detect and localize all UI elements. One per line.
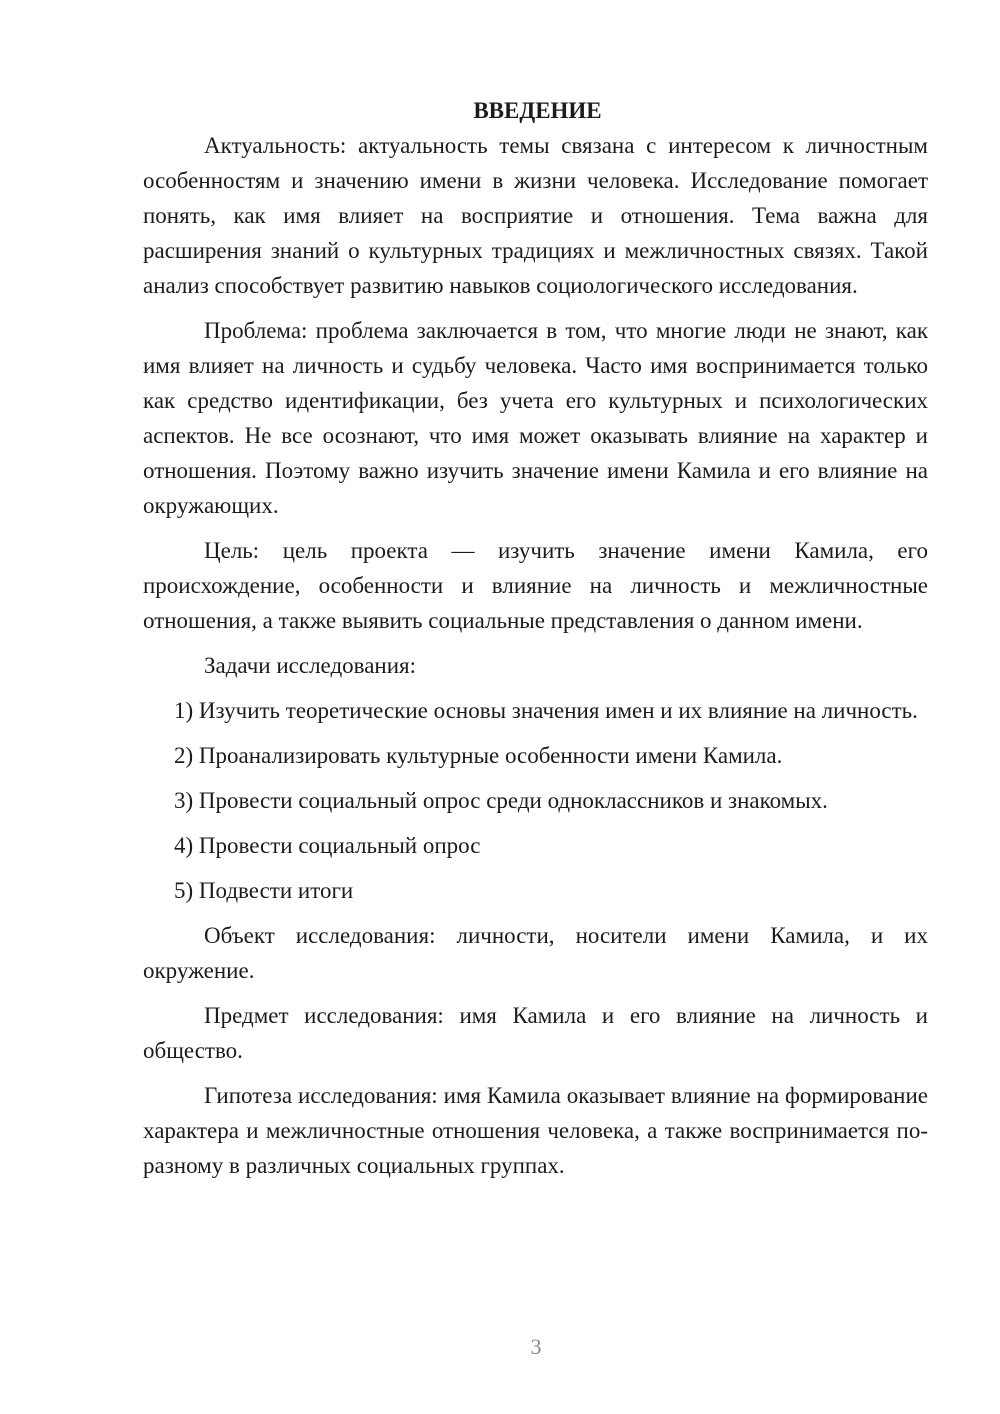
- tasks-heading: Задачи исследования:: [204, 653, 417, 678]
- list-item: 1) Изучить теоретические основы значения имен и их влияние на личность.: [174, 698, 918, 723]
- list-item: 2) Проанализировать культурные особенности имени Камила.: [174, 743, 783, 768]
- page-content: [143, 93, 928, 1183]
- list-item: 5) Подвести итоги: [174, 878, 354, 903]
- paragraph-object: Объект исследования: личности, носители имени Камила, и их окружение.: [143, 923, 928, 983]
- list-item: 4) Провести социальный опрос: [174, 833, 481, 858]
- paragraph-goal: Цель: цель проекта — изучить значение имени Камила, его происхождение, особенности и влияние на личность и межличностные отношения, а также выявить социальные представления о данном имени.: [143, 538, 928, 633]
- paragraph-subject: Предмет исследования: имя Камила и его влияние на личность и общество.: [143, 1003, 928, 1063]
- paragraph-problem: Проблема: проблема заключается в том, что многие люди не знают, как имя влияет на личность и судьбу человека. Часто имя воспринимается только как средство идентификации, без учета его культурных и психологических аспектов. Не все осознают, что имя может оказывать влияние на характер и отношения. Поэтому важно изучить значение имени Камила и его влияние на окружающих.: [143, 318, 928, 518]
- section-title: ВВЕДЕНИЕ: [473, 98, 602, 123]
- page-number: 3: [530, 1334, 542, 1359]
- paragraph-relevance: Актуальность: актуальность темы связана с интересом к личностным особенностям и значению имени в жизни человека. Исследование помогает понять, как имя влияет на восприятие и отношения. Тема важна для расширения знаний о культурных традициях и межличностных связях. Такой анализ способствует развитию навыков социологического исследования.: [143, 133, 928, 298]
- list-item: 3) Провести социальный опрос среди одноклассников и знакомых.: [174, 788, 828, 813]
- tasks-list: [143, 693, 928, 908]
- paragraph-hypothesis: Гипотеза исследования: имя Камила оказывает влияние на формирование характера и межличностные отношения человека, а также воспринимается по-разному в различных социальных группах.: [143, 1083, 928, 1178]
